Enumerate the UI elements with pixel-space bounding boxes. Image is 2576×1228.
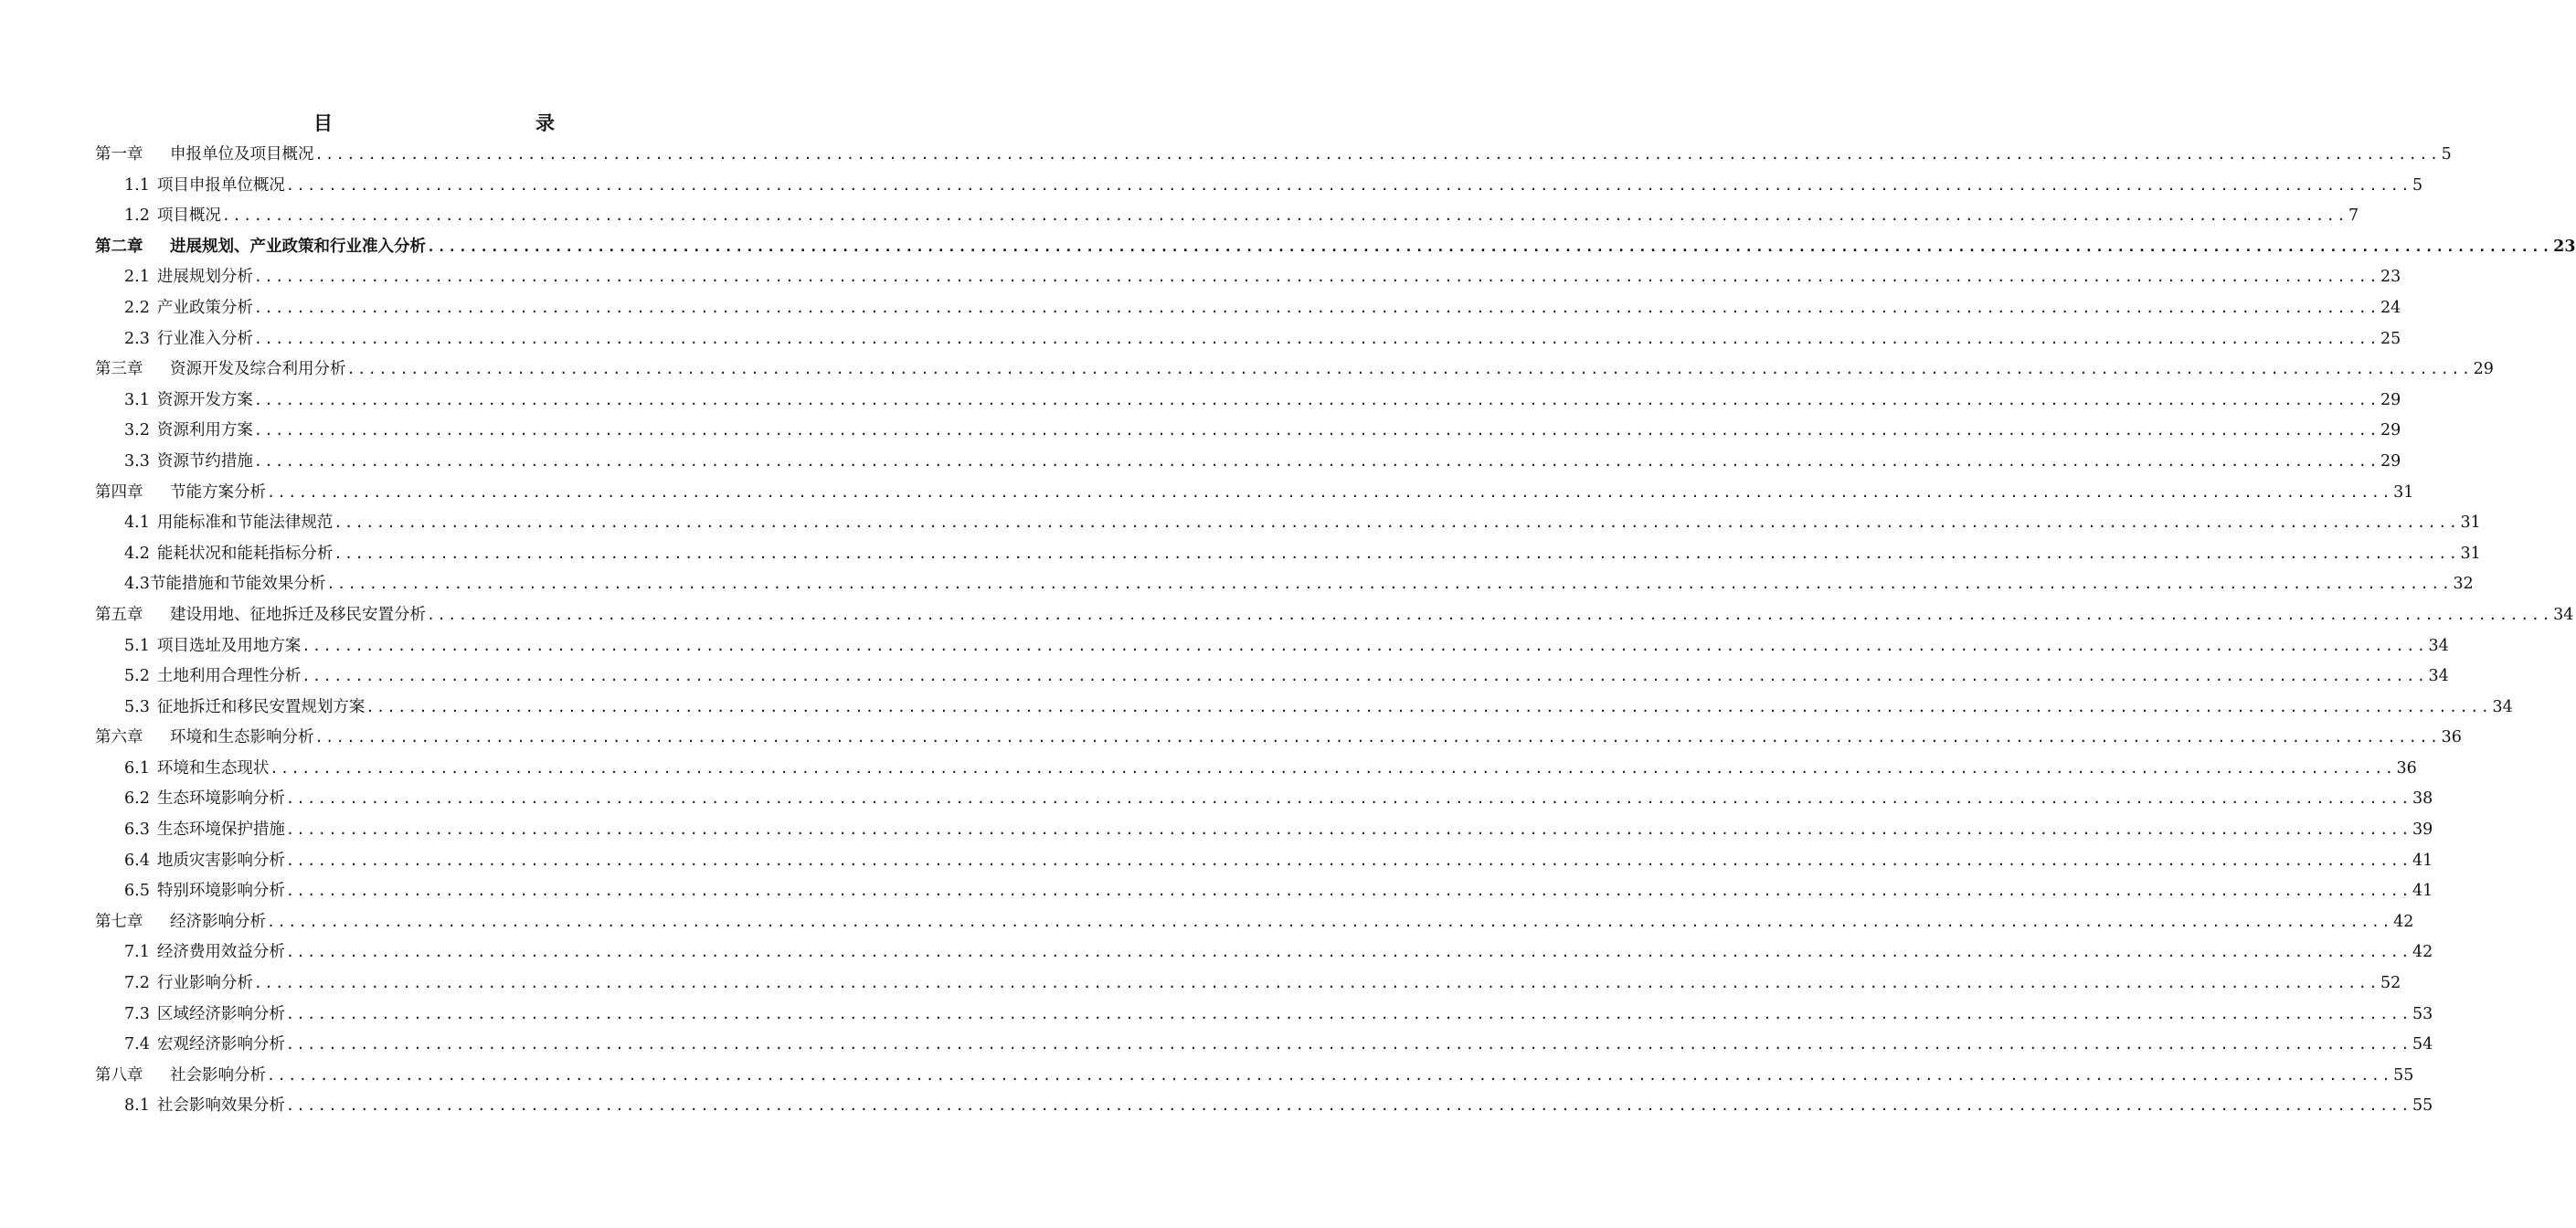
toc-dot-leader: ........................................................................................................................................................................................................ <box>334 514 2460 532</box>
toc-entry-number: 3.2 <box>124 421 150 440</box>
toc-chapter-entry[interactable] <box>95 600 2574 631</box>
toc-entry-number: 5.3 <box>124 697 150 716</box>
toc-section-entry[interactable] <box>95 539 2481 570</box>
toc-entry-number: 2.3 <box>124 329 150 348</box>
toc-page-number: 53 <box>2412 1004 2433 1023</box>
toc-page-number: 41 <box>2412 882 2433 901</box>
toc-entry-title: 环境和生态现状 <box>156 758 270 778</box>
toc-entry-number: 第七章 <box>95 912 143 931</box>
toc-section-entry[interactable] <box>95 262 2401 293</box>
toc-page-number: 55 <box>2393 1065 2414 1085</box>
toc-entry-number: 第四章 <box>95 482 143 502</box>
toc-entry-title: 社会影响效果分析 <box>156 1096 285 1116</box>
toc-entry-number: 第八章 <box>95 1065 143 1085</box>
toc-entry-title: 产业政策分析 <box>156 298 253 317</box>
toc-entry-title: 进展规划、产业政策和行业准入分析 <box>170 237 426 256</box>
toc-title: 目 录 <box>313 111 610 134</box>
toc-page-number: 25 <box>2380 329 2401 348</box>
toc-entry-label <box>124 937 285 969</box>
toc-page-number: 5 <box>2412 175 2423 195</box>
toc-section-entry[interactable] <box>95 201 2359 232</box>
toc-section-entry[interactable] <box>95 171 2423 202</box>
toc-dot-leader: ........................................................................................................................................................................................................ <box>253 422 2380 439</box>
toc-entry-number: 7.1 <box>124 943 150 962</box>
toc-entry-title: 环境和生态影响分析 <box>170 728 314 747</box>
toc-section-entry[interactable] <box>95 447 2401 478</box>
toc-dot-leader: ........................................................................................................................................................................................................ <box>302 668 2428 685</box>
toc-section-entry[interactable] <box>95 815 2433 846</box>
toc-entry-label <box>95 723 314 754</box>
toc-entry-title: 地质灾害影响分析 <box>156 851 285 870</box>
toc-entry-label <box>124 539 333 570</box>
toc-entry-number: 7.2 <box>124 974 150 993</box>
toc-page-number: 5 <box>2441 145 2452 164</box>
toc-entry-title: 经济费用效益分析 <box>156 943 285 962</box>
toc-chapter-entry[interactable] <box>95 1061 2414 1092</box>
toc-dot-leader: ........................................................................................................................................................................................................ <box>427 238 2553 255</box>
toc-entry-number: 6.3 <box>124 820 150 840</box>
toc-entry-title: 资源节约措施 <box>156 451 253 471</box>
toc-dot-leader: ........................................................................................................................................................................................................ <box>314 146 2441 163</box>
toc-page-number: 34 <box>2428 636 2449 655</box>
toc-section-entry[interactable] <box>95 293 2401 324</box>
toc-page-number: 29 <box>2473 360 2494 379</box>
toc-entry-label <box>95 1061 266 1092</box>
toc-page-number: 42 <box>2412 943 2433 962</box>
toc-page-number: 42 <box>2393 912 2414 931</box>
toc-entry-title: 生态环境保护措施 <box>156 820 285 840</box>
toc-entry-label <box>124 969 253 1000</box>
toc-page-number: 23 <box>2553 237 2576 256</box>
toc-section-entry[interactable] <box>95 969 2401 1000</box>
toc-chapter-entry[interactable] <box>95 907 2414 938</box>
toc-entry-number: 3.3 <box>124 451 150 471</box>
toc-section-entry[interactable] <box>95 1030 2433 1061</box>
toc-dot-leader: ........................................................................................................................................................................................................ <box>427 606 2553 623</box>
toc-dot-leader: ........................................................................................................................................................................................................ <box>285 883 2412 900</box>
toc-entry-title: 征地拆迁和移民安置规划方案 <box>156 697 366 716</box>
toc-section-entry[interactable] <box>95 1000 2433 1031</box>
toc-entry-label <box>124 1091 285 1122</box>
toc-section-entry[interactable] <box>95 1091 2433 1122</box>
toc-entry-title: 项目申报单位概况 <box>156 175 285 195</box>
toc-entry-title: 项目概况 <box>156 206 221 226</box>
toc-section-entry[interactable] <box>95 508 2481 539</box>
toc-section-entry[interactable] <box>95 754 2417 785</box>
toc-dot-leader: ........................................................................................................................................................................................................ <box>285 1005 2412 1022</box>
toc-entry-label <box>124 324 253 355</box>
toc-dot-leader: ........................................................................................................................................................................................................ <box>253 269 2380 286</box>
toc-entry-title: 社会影响分析 <box>170 1065 266 1085</box>
toc-section-entry[interactable] <box>95 784 2433 815</box>
toc-entry-title: 生态环境影响分析 <box>156 789 285 809</box>
toc-dot-leader: ........................................................................................................................................................................................................ <box>314 729 2441 746</box>
toc-entry-label <box>124 662 301 693</box>
toc-dot-leader: ........................................................................................................................................................................................................ <box>270 759 2396 777</box>
toc-entry-label <box>95 600 426 631</box>
toc-entry-title: 资源利用方案 <box>156 421 253 440</box>
toc-entry-label <box>124 508 333 539</box>
toc-page-number: 34 <box>2492 697 2513 716</box>
toc-entry-number: 2.1 <box>124 268 150 287</box>
toc-dot-leader: ........................................................................................................................................................................................................ <box>334 545 2460 562</box>
toc-entry-title: 建设用地、征地拆迁及移民安置分析 <box>170 605 426 624</box>
toc-dot-leader: ........................................................................................................................................................................................................ <box>285 821 2412 839</box>
toc-page-number: 36 <box>2396 758 2417 778</box>
toc-dot-leader: ........................................................................................................................................................................................................ <box>221 207 2348 225</box>
toc-dot-leader: ........................................................................................................................................................................................................ <box>267 1066 2393 1084</box>
toc-entry-number: 6.2 <box>124 789 150 809</box>
toc-entry-number: 第二章 <box>95 237 143 256</box>
toc-entry-label <box>124 846 285 877</box>
toc-page-number: 31 <box>2460 544 2481 563</box>
toc-entry-number: 7.4 <box>124 1035 150 1054</box>
toc-page-number: 32 <box>2453 575 2474 594</box>
toc-page-number: 34 <box>2553 605 2574 624</box>
toc-entry-title: 特别环境影响分析 <box>156 882 285 901</box>
toc-section-entry[interactable] <box>95 386 2401 417</box>
toc-page-number: 36 <box>2441 728 2462 747</box>
toc-entry-label <box>95 478 266 509</box>
toc-section-entry[interactable] <box>95 416 2401 447</box>
toc-entry-label <box>124 784 285 815</box>
toc-page-number: 31 <box>2393 482 2414 502</box>
toc-entry-label <box>124 693 365 724</box>
toc-section-entry[interactable] <box>95 846 2433 877</box>
toc-entry-title: 行业影响分析 <box>156 974 253 993</box>
toc-entry-label <box>124 293 253 324</box>
toc-entry-number: 1.1 <box>124 175 150 195</box>
toc-dot-leader: ........................................................................................................................................................................................................ <box>253 975 2380 992</box>
toc-entry-number: 5.2 <box>124 667 150 686</box>
toc-dot-leader: ........................................................................................................................................................................................................ <box>267 913 2393 930</box>
toc-page-number: 29 <box>2380 451 2401 471</box>
toc-entry-label <box>95 907 266 938</box>
toc-entry-title: 区域经济影响分析 <box>156 1004 285 1023</box>
toc-entry-title: 项目选址及用地方案 <box>156 636 302 655</box>
toc-page-number: 52 <box>2380 974 2401 993</box>
toc-entry-number: 5.1 <box>124 636 150 655</box>
toc-entry-label <box>124 876 285 907</box>
toc-entry-label <box>95 140 314 171</box>
toc-section-entry[interactable] <box>95 631 2449 662</box>
toc-entry-number: 4.1 <box>124 513 150 533</box>
toc-page-number: 29 <box>2380 421 2401 440</box>
toc-dot-leader: ........................................................................................................................................................................................................ <box>285 1036 2412 1053</box>
toc-page-number: 38 <box>2412 789 2433 809</box>
toc-entry-label <box>124 1000 285 1031</box>
toc-entry-title: 土地利用合理性分析 <box>156 667 302 686</box>
toc-page-number: 55 <box>2412 1096 2433 1116</box>
toc-dot-leader: ........................................................................................................................................................................................................ <box>346 361 2473 378</box>
toc-entry-title: 节能方案分析 <box>170 482 266 502</box>
toc-page-number: 7 <box>2348 206 2359 226</box>
toc-dot-leader: ........................................................................................................................................................................................................ <box>253 452 2380 470</box>
toc-dot-leader: ........................................................................................................................................................................................................ <box>285 176 2412 194</box>
toc-entry-label <box>124 416 253 447</box>
toc-section-entry[interactable] <box>95 876 2433 907</box>
toc-page-number: 54 <box>2412 1035 2433 1054</box>
toc-page-number: 29 <box>2380 390 2401 409</box>
toc-dot-leader: ........................................................................................................................................................................................................ <box>285 790 2412 808</box>
toc-entry-number: 4.3 <box>124 575 150 594</box>
toc-entry-title: 节能措施和节能效果分析 <box>149 575 326 594</box>
toc-section-entry[interactable] <box>95 937 2433 969</box>
toc-entry-number: 第六章 <box>95 728 143 747</box>
toc-entry-label <box>124 386 253 417</box>
toc-entry-number: 2.2 <box>124 298 150 317</box>
toc-entry-label <box>124 631 301 662</box>
toc-entry-label <box>124 201 221 232</box>
toc-entry-number: 6.5 <box>124 882 150 901</box>
toc-entry-number: 6.4 <box>124 851 150 870</box>
toc-entry-number: 6.1 <box>124 758 150 778</box>
toc-entry-number: 7.3 <box>124 1004 150 1023</box>
toc-chapter-entry[interactable] <box>95 723 2462 754</box>
toc-entry-label <box>124 171 285 202</box>
toc-entry-title: 申报单位及项目概况 <box>170 145 314 164</box>
toc-entry-number: 1.2 <box>124 206 150 226</box>
toc-entry-title: 资源开发及综合利用分析 <box>170 360 346 379</box>
toc-page-number: 23 <box>2380 268 2401 287</box>
toc-page-number: 39 <box>2412 820 2433 840</box>
toc-dot-leader: ........................................................................................................................................................................................................ <box>253 391 2380 408</box>
table-of-contents <box>95 140 2576 1122</box>
toc-entry-label <box>124 447 253 478</box>
toc-dot-leader: ........................................................................................................................................................................................................ <box>302 637 2428 654</box>
toc-dot-leader: ........................................................................................................................................................................................................ <box>267 483 2393 501</box>
toc-entry-label <box>124 262 253 293</box>
toc-page-number: 34 <box>2428 667 2449 686</box>
toc-entry-label <box>124 815 285 846</box>
toc-page-number: 24 <box>2380 298 2401 317</box>
toc-dot-leader: ........................................................................................................................................................................................................ <box>253 330 2380 347</box>
toc-dot-leader: ........................................................................................................................................................................................................ <box>366 698 2492 715</box>
toc-dot-leader: ........................................................................................................................................................................................................ <box>285 944 2412 961</box>
toc-entry-number: 第三章 <box>95 360 143 379</box>
toc-entry-title: 经济影响分析 <box>170 912 266 931</box>
toc-page-number: 41 <box>2412 851 2433 870</box>
toc-dot-leader: ........................................................................................................................................................................................................ <box>285 852 2412 869</box>
toc-entry-title: 进展规划分析 <box>156 268 253 287</box>
toc-chapter-entry[interactable] <box>95 478 2414 509</box>
toc-section-entry[interactable] <box>95 693 2513 724</box>
toc-entry-title: 资源开发方案 <box>156 390 253 409</box>
toc-entry-label <box>124 569 325 600</box>
toc-entry-title: 用能标准和节能法律规范 <box>156 513 334 533</box>
toc-entry-number: 第五章 <box>95 605 143 624</box>
toc-section-entry[interactable] <box>95 324 2401 355</box>
toc-page-number: 31 <box>2460 513 2481 533</box>
toc-entry-number: 4.2 <box>124 544 150 563</box>
toc-entry-title: 宏观经济影响分析 <box>156 1035 285 1054</box>
toc-dot-leader: ........................................................................................................................................................................................................ <box>326 576 2453 593</box>
toc-entry-label <box>124 754 269 785</box>
toc-chapter-entry[interactable] <box>95 355 2494 386</box>
toc-entry-label <box>95 355 346 386</box>
toc-chapter-entry[interactable] <box>95 140 2452 171</box>
toc-dot-leader: ........................................................................................................................................................................................................ <box>285 1097 2412 1115</box>
toc-entry-label <box>124 1030 285 1061</box>
toc-entry-title: 行业准入分析 <box>156 329 253 348</box>
toc-chapter-entry[interactable] <box>95 232 2576 263</box>
toc-entry-title: 能耗状况和能耗指标分析 <box>156 544 334 563</box>
toc-section-entry[interactable] <box>95 569 2474 600</box>
toc-entry-number: 第一章 <box>95 145 143 164</box>
toc-section-entry[interactable] <box>95 662 2449 693</box>
toc-entry-label <box>95 232 426 263</box>
toc-entry-number: 8.1 <box>124 1096 150 1116</box>
toc-dot-leader: ........................................................................................................................................................................................................ <box>253 299 2380 316</box>
toc-entry-number: 3.1 <box>124 390 150 409</box>
